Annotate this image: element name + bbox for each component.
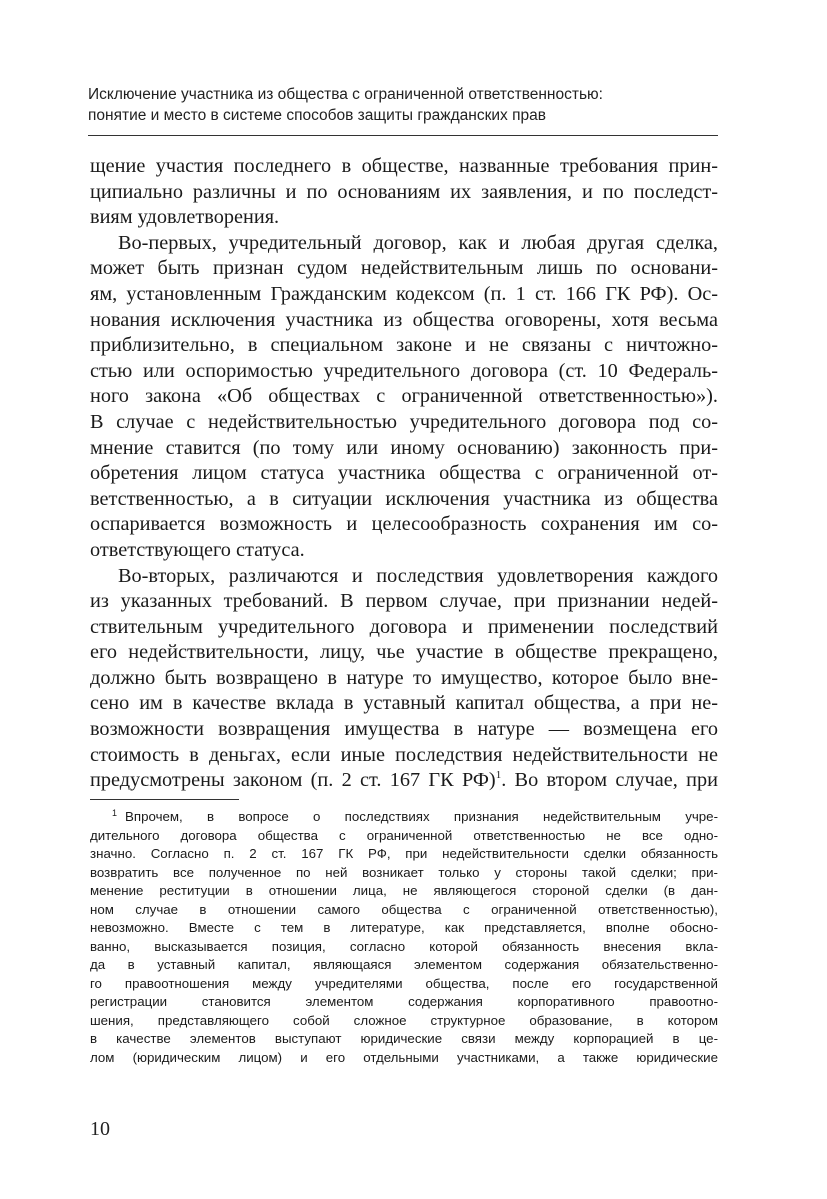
text-line: нования исключения участника из общества оговорены, хотя весьма (90, 308, 718, 331)
text-line: из указанных требований. В первом случае, при признании недей- (90, 590, 718, 613)
running-head (88, 84, 718, 126)
text-line: ципиально различны и по основаниям их заявления, и по последст- (90, 180, 718, 203)
text-line: приблизительно, в специальном законе и не связаны с ничтожно- (90, 334, 718, 357)
footnote-first-line (90, 808, 718, 827)
text-line: ответствующего статуса. (90, 538, 305, 561)
footnote-line: в качестве элементов выступают юридические связи между корпорацией в це- (90, 1031, 718, 1046)
text-line: ветственностью, а в ситуации исключения участника из общества (90, 487, 718, 510)
footnote-line: ном случае в отношении самого общества с ограниченной ответственностью), (90, 901, 718, 917)
footnote-line: го правоотношения между учредителями общества, после его государственной (90, 975, 718, 991)
page-number: 10 (90, 1118, 110, 1140)
footnote-line: невозможно. Вместе с тем в литературе, как представляется, вполне обосно- (90, 920, 718, 935)
text-line: ям, установленным Гражданским кодексом (п. 1 ст. 166 ГК РФ). Ос- (90, 282, 718, 305)
footnote-line: дительного договора общества с ограниченной ответственностью не все одно- (90, 827, 718, 843)
footnote-line: регистрации становится элементом содержания корпоративного правоотно- (90, 994, 718, 1009)
main-text (90, 154, 718, 794)
text-line: ствительным учредительного договора и применении последствий (90, 615, 718, 638)
text-fragment: предусмотрены законом (п. 2 ст. 167 ГК РФ) (90, 769, 496, 792)
running-head-line-1: Исключение участника из общества с ограниченной ответственностью: (88, 86, 603, 103)
text-line: может быть признан судом недействительным лишь по основани- (90, 257, 718, 280)
text-line: стоимость в деньгах, если иные последствия недействительности не (90, 743, 718, 766)
footnote-line: ванно, высказывается позиция, согласно которой обязанность внесения вкла- (90, 938, 718, 954)
header-rule (88, 135, 718, 136)
text-line: мнение ставится (по тому или иному основанию) законность при- (90, 436, 718, 459)
text-line: возможности возвращения имущества в натуре — возмещена его (90, 718, 718, 741)
footnote-line: лом (юридическим лицом) и его отдельными участниками, а также юридические (90, 1049, 718, 1065)
text-line: его недействительности, лицу, чье участие в обществе прекращено, (90, 641, 718, 664)
running-head-line-2: понятие и место в системе способов защиты гражданских прав (88, 107, 546, 124)
text-line: должно быть возвращено в натуре то имущество, которое было вне- (90, 666, 718, 689)
text-line: стью или оспоримостью учредительного договора (ст. 10 Федераль- (90, 359, 718, 382)
footnote-line: возвратить все полученное по ней возникает только у стороны такой сделки; при- (90, 864, 718, 880)
text-fragment: . Во втором случае, при (501, 769, 718, 792)
footnote (90, 808, 718, 1067)
paragraph-first-line: Во-первых, учредительный договор, как и любая другая сделка, (118, 231, 718, 254)
text-line: ного закона «Об обществах с ограниченной ответственностью»). (90, 385, 718, 408)
footnote-text: Впрочем, в вопросе о последствиях признания недействительным учре- (125, 809, 718, 824)
text-line: щение участия последнего в обществе, названные требования прин- (90, 155, 718, 177)
text-line: В случае с недействительностью учредительного договора под со- (90, 410, 718, 433)
paragraph-first-line: Во-вторых, различаются и последствия удовлетворения каждого (118, 564, 718, 587)
footnote-line: значно. Согласно п. 2 ст. 167 ГК РФ, при недействительности сделки обязанность (90, 846, 718, 861)
footnote-line: да в уставный капитал, являющаяся элементом содержания обязательственно- (90, 957, 718, 972)
text-line: сено им в качестве вклада в уставный капитал общества, а при не- (90, 692, 718, 715)
footnote-separator (90, 799, 239, 800)
footnote-line: менение реституции в отношении лица, не являющегося стороной сделки (в дан- (90, 883, 718, 898)
text-line: виям удовлетворения. (90, 206, 280, 229)
text-line-with-footnote-ref (90, 768, 718, 794)
text-line: оспаривается возможность и целесообразность сохранения им со- (90, 513, 718, 536)
footnote-reference[interactable]: 1 (495, 769, 502, 782)
footnote-mark: 1 (112, 808, 118, 818)
footnote-line: шения, представляющего собой сложное структурное образование, в котором (90, 1012, 718, 1028)
text-line: обретения лицом статуса участника общества с ограниченной от- (90, 462, 718, 485)
